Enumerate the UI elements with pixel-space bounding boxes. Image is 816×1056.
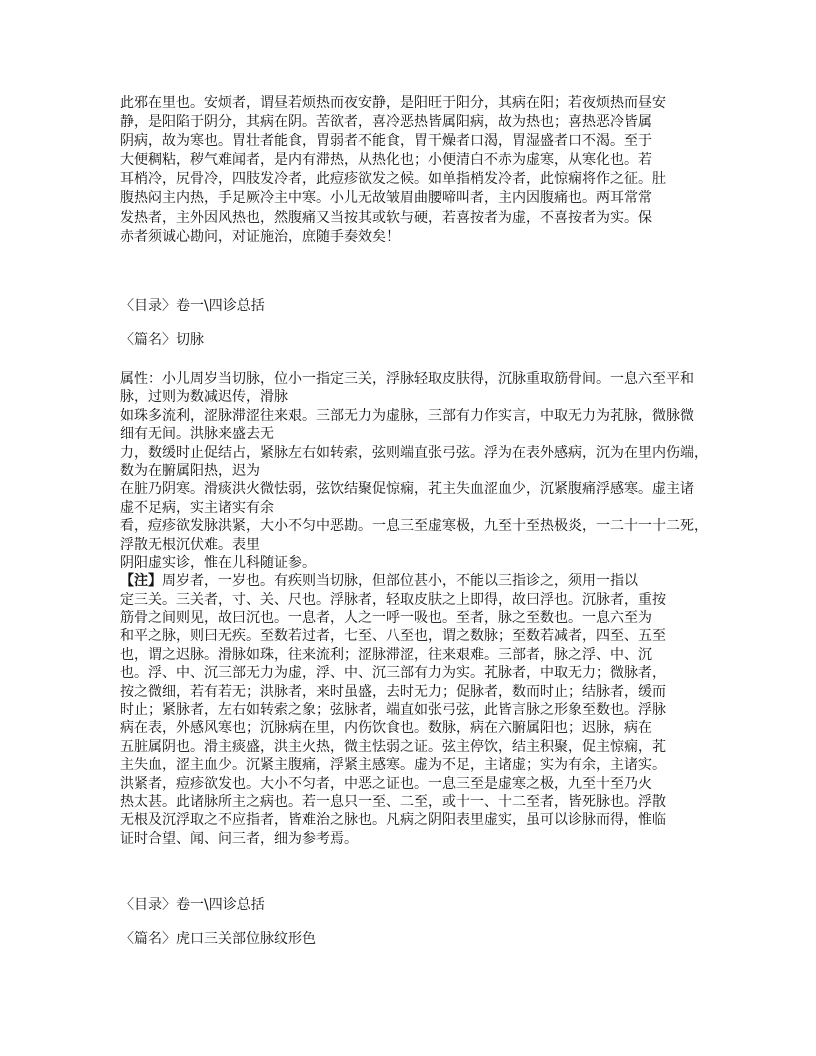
note-line: 定三关。三关者，寸、关、尺也。浮脉者，轻取皮肤之上即得，故曰浮也。沉脉者，重按 bbox=[120, 591, 666, 608]
text-line: 细有无间。洪脉来盛去无 bbox=[120, 426, 274, 443]
text-line: 属性：小儿周岁当切脉，位小一指定三关，浮脉轻取皮肤得，沉脉重取筋骨间。一息六至平和 bbox=[120, 371, 694, 387]
note-line: 洪紧者，痘疹欲发也。大小不匀者，中恶之证也。一息三至是虚寒之极，九至十至乃火 bbox=[120, 775, 652, 792]
text-line: 此邪在里也。安烦者，谓昼若烦热而夜安静，是阳旺于阳分，其病在阳；若夜烦热而昼安 bbox=[120, 95, 666, 111]
intro-paragraph bbox=[120, 94, 666, 247]
text-line: 数为在腑属阳热，迟为 bbox=[120, 462, 260, 479]
note-line: 无根及沉浮取之不应指者，皆难治之脉也。凡病之阴阳表里虚实，虽可以诊脉而得，惟临 bbox=[120, 812, 666, 829]
note-line: 热太甚。此诸脉所主之病也。若一息只一至、二至，或十一、十二至者，皆死脉也。浮散 bbox=[120, 793, 666, 810]
text-line: 在脏乃阴寒。滑痰洪火微怯弱，弦饮结聚促惊痫，芤主失血涩血少，沉紧腹痛浮感寒。虚主诸 bbox=[120, 481, 694, 498]
text-line: 耳梢冷，尻骨冷，四肢发冷者，此痘疹欲发之候。如单指梢发冷者，此惊痫将作之征。肚 bbox=[120, 171, 666, 188]
text-line: 浮散无根沉伏难。表里 bbox=[120, 536, 260, 553]
text-line: 看，痘疹欲发脉洪紧，大小不匀中恶勘。一息三至虚寒极，九至十至热极炎，一二十一十二死， bbox=[120, 518, 708, 535]
note-line bbox=[120, 572, 708, 590]
text-line: 阴阳虚实诊，惟在儿科随证参。 bbox=[120, 554, 316, 571]
text-line: 虚不足病，实主诸实有余 bbox=[120, 499, 274, 516]
text-line: 发热者，主外因风热也，然腹痛又当按其或软与硬，若喜按者为虚，不喜按者为实。保 bbox=[120, 209, 652, 226]
text-line: 腹热闷主内热，手足厥冷主中寒。小儿无故皱眉曲腰啼叫者，主内因腹痛也。两耳常常 bbox=[120, 190, 652, 207]
note-line: 也。浮、中、沉三部无力为虚，浮、中、沉三部有力为实。芤脉者，中取无力；微脉者， bbox=[120, 665, 666, 682]
text-line: 阴病，故为寒也。胃壮者能食，胃弱者不能食，胃干燥者口渴，胃湿盛者口不渴。至于 bbox=[120, 133, 652, 150]
note-line: 时止；紧脉者，左右如转索之象；弦脉者，端直如张弓弦，此皆言脉之形象至数也。浮脉 bbox=[120, 702, 666, 719]
section-catalog-heading: 〈目录〉卷一\四诊总括 bbox=[120, 298, 265, 314]
text-line: 静，是阳陷于阴分，其病在阴。苦欲者，喜冷恶热皆属阳病，故为热也；喜热恶冷皆属 bbox=[120, 114, 652, 131]
section-title-heading: 〈篇名〉切脉 bbox=[120, 332, 204, 348]
note-line: 病在表，外感风寒也；沉脉病在里，内伤饮食也。数脉，病在六腑属阳也；迟脉，病在 bbox=[120, 720, 652, 737]
note-line: 主失血，涩主血少。沉紧主腹痛，浮紧主感寒。虚为不足，主诸虚；实为有余，主诸实。 bbox=[120, 757, 666, 774]
note-line: 五脏属阴也。滑主痰盛，洪主火热，微主怯弱之证。弦主停饮，结主积聚，促主惊痫，芤 bbox=[120, 738, 666, 755]
note-mark: 【注】 bbox=[120, 573, 162, 590]
text-line: 力，数缓时止促结占，紧脉左右如转索，弦则端直张弓弦。浮为在表外感病，沉为在里内伤端， bbox=[120, 444, 708, 461]
text-line: 赤者须诚心勘问，对证施治，庶随手奏效矣！ bbox=[120, 228, 400, 245]
section-body bbox=[120, 370, 708, 848]
section-title-heading: 〈篇名〉虎口三关部位脉纹形色 bbox=[120, 931, 316, 947]
note-line: 按之微细，若有若无；洪脉者，来时虽盛，去时无力；促脉者，数而时止；结脉者，缓而 bbox=[120, 683, 666, 700]
text-line: 大便稠粘，秽气难闻者，是内有滞热，从热化也；小便清白不赤为虚寒，从寒化也。若 bbox=[120, 152, 652, 169]
note-line: 和平之脉，则曰无疾。至数若过者，七至、八至也，谓之数脉；至数若减者，四至、五至 bbox=[120, 628, 666, 645]
note-line: 证时合望、闻、问三者，细为参考焉。 bbox=[120, 830, 358, 847]
note-line: 筋骨之间则见，故曰沉也。一息者，人之一呼一吸也。至者，脉之至数也。一息六至为 bbox=[120, 610, 652, 627]
note-text: 周岁者，一岁也。有疾则当切脉，但部位甚小，不能以三指诊之，须用一指以 bbox=[162, 573, 638, 590]
section-catalog-heading: 〈目录〉卷一\四诊总括 bbox=[120, 897, 265, 913]
note-line: 也，谓之迟脉。滑脉如珠，往来流利；涩脉滞涩，往来艰难。三部者，脉之浮、中、沉 bbox=[120, 646, 652, 663]
text-line: 脉，过则为数减迟传，滑脉 bbox=[120, 389, 288, 406]
text-line: 如珠多流利，涩脉滞涩往来艰。三部无力为虚脉，三部有力作实言，中取无力为芤脉，微脉微 bbox=[120, 407, 694, 424]
